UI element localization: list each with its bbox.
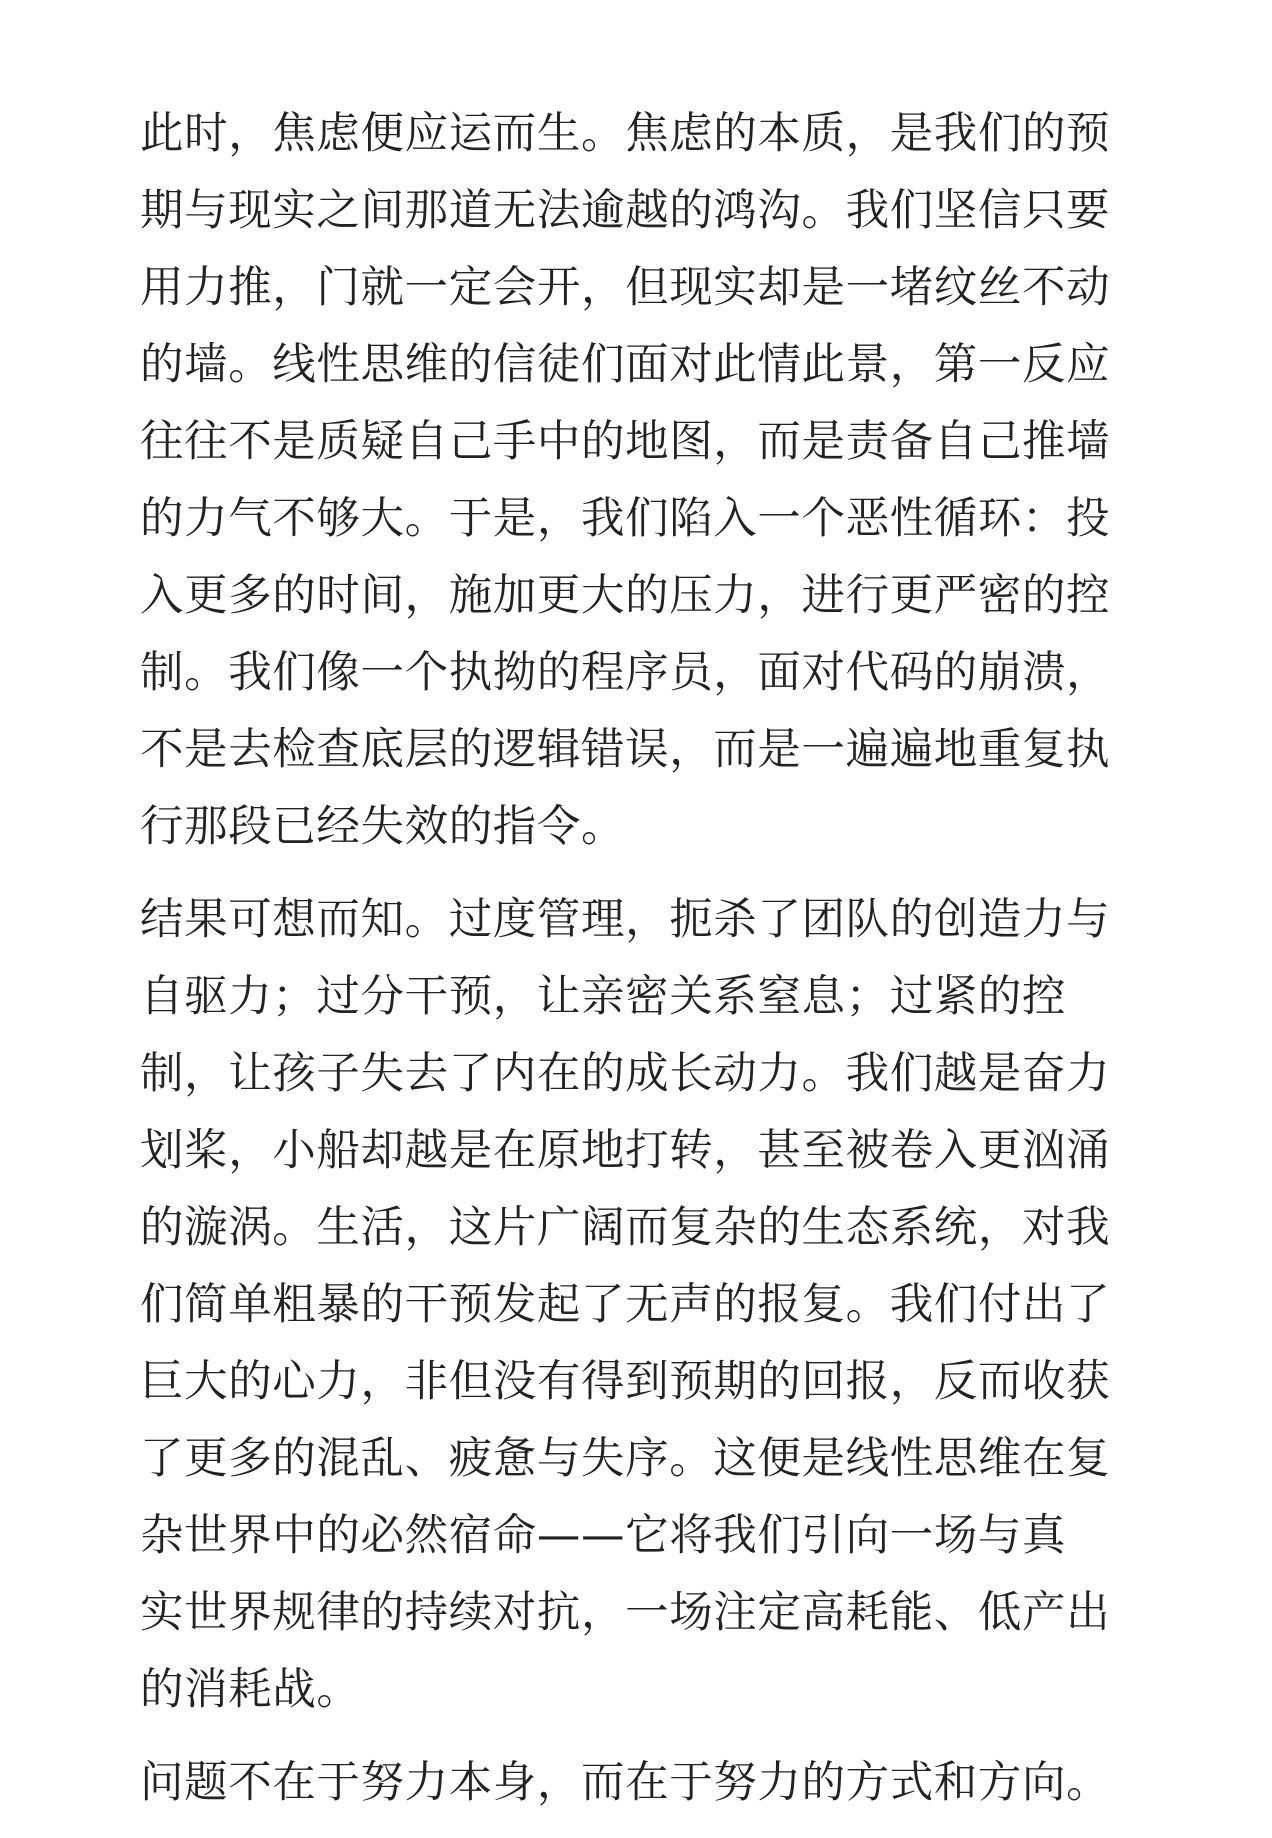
text-line: 制。我们像一个执拗的程序员，面对代码的崩溃， [140,648,1111,698]
text-line: 的力气不够大。于是，我们陷入一个恶性循环：投 [140,494,1111,544]
paragraph-conclusion [140,1745,1140,1822]
text-line: 此时，焦虑便应运而生。焦虑的本质，是我们的预 [140,109,1111,159]
paragraph-consequences [140,882,1140,1729]
text-line: 实世界规律的持续对抗，一场注定高耗能、低产出 [140,1588,1111,1638]
text-line: 的消耗战。 [140,1665,361,1715]
text-line: 的漩涡。生活，这片广阔而复杂的生态系统，对我 [140,1203,1111,1253]
text-line: 问题不在于努力本身，而在于努力的方式和方向。 [140,1758,1111,1808]
text-line: 期与现实之间那道无法逾越的鸿沟。我们坚信只要 [140,186,1111,236]
text-line: 不是去检查底层的逻辑错误，而是一遍遍地重复执 [140,725,1111,775]
text-line: 行那段已经失效的指令。 [140,802,626,852]
article-body [140,96,1140,1838]
text-line: 自驱力；过分干预，让亲密关系窒息；过紧的控 [140,972,1067,1022]
text-line: 制，让孩子失去了内在的成长动力。我们越是奋力 [140,1049,1111,1099]
text-line: 杂世界中的必然宿命——它将我们引向一场与真 [140,1511,1067,1561]
text-line: 们简单粗暴的干预发起了无声的报复。我们付出了 [140,1280,1111,1330]
text-line: 巨大的心力，非但没有得到预期的回报，反而收获 [140,1357,1111,1407]
text-line: 往往不是质疑自己手中的地图，而是责备自己推墙 [140,417,1111,467]
text-line: 结果可想而知。过度管理，扼杀了团队的创造力与 [140,895,1111,945]
text-line: 入更多的时间，施加更大的压力，进行更严密的控 [140,571,1111,621]
text-line: 用力推，门就一定会开，但现实却是一堵纹丝不动 [140,263,1111,313]
text-line: 的墙。线性思维的信徒们面对此情此景，第一反应 [140,340,1111,390]
text-line: 了更多的混乱、疲惫与失序。这便是线性思维在复 [140,1434,1111,1484]
text-line: 划桨，小船却越是在原地打转，甚至被卷入更汹涌 [140,1126,1111,1176]
paragraph-anxiety [140,96,1140,866]
